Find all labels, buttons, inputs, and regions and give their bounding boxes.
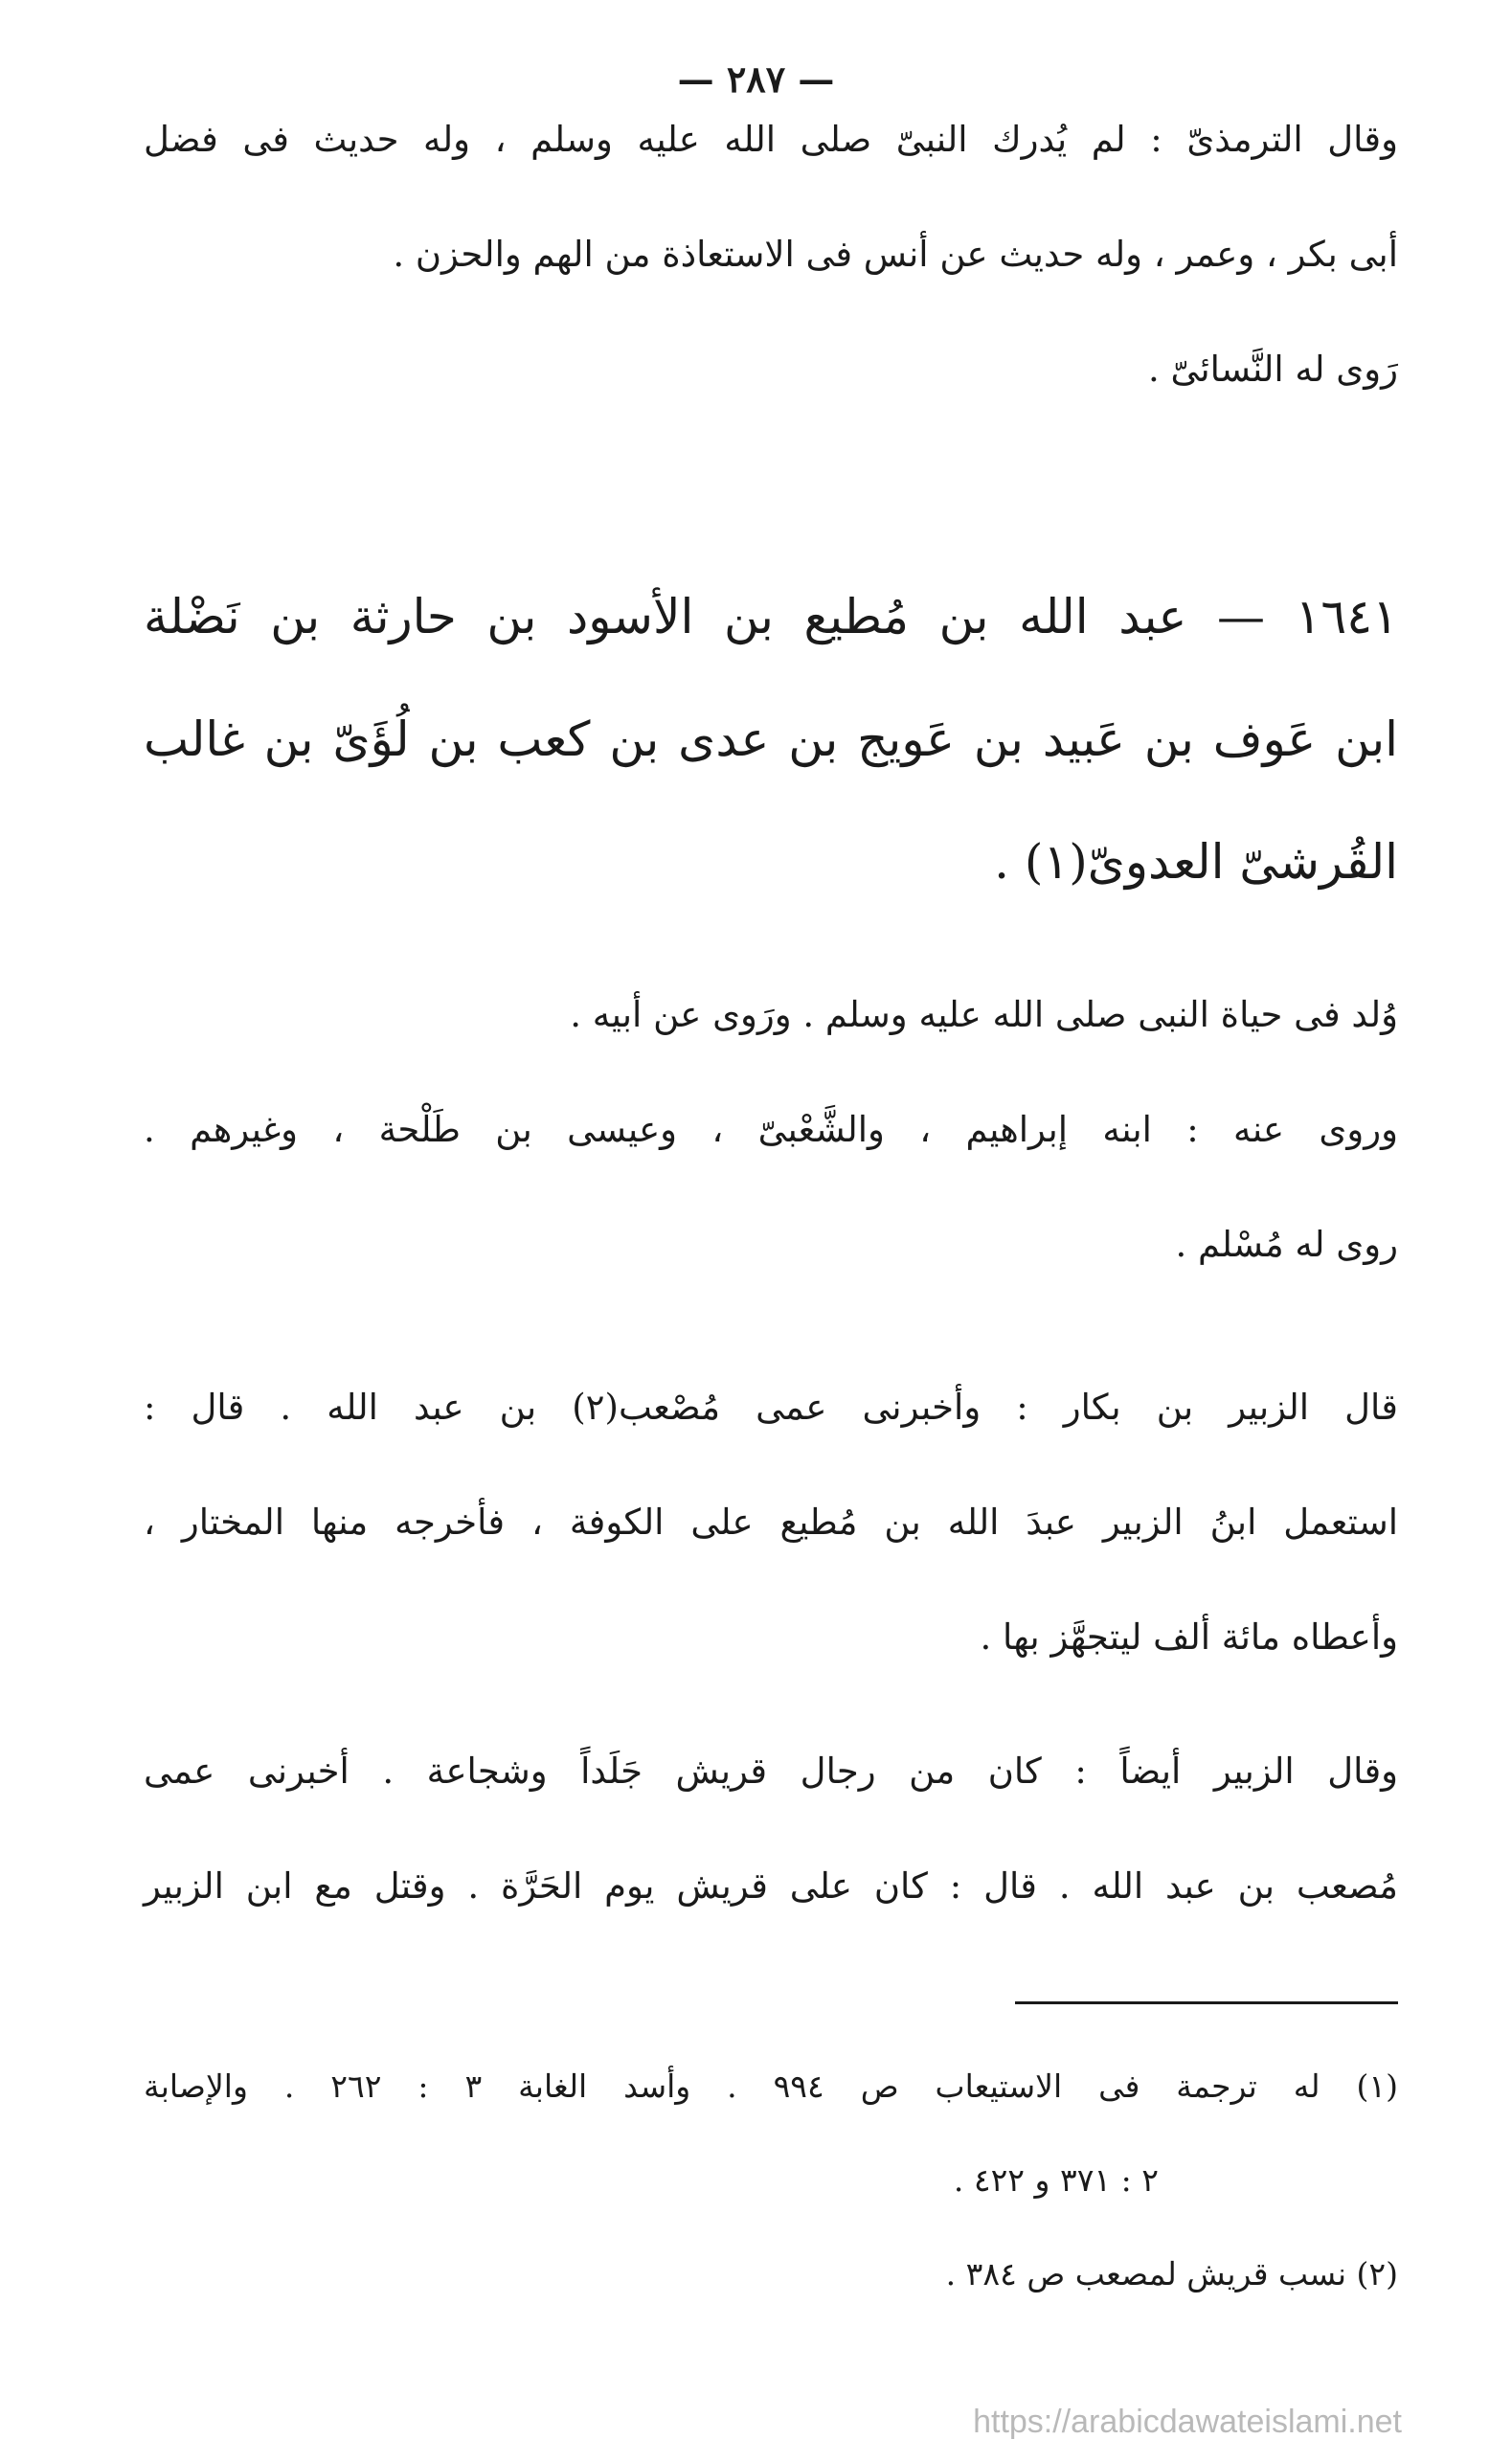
- paragraph-tirmidhi: [144, 82, 1398, 427]
- text-line: مُصعب بن عبد الله . قال : كان على قريش يوم الحَرَّة . وقتل مع ابن الزبير: [144, 1865, 1398, 1907]
- page-number: — ٢٨٧ —: [677, 57, 835, 101]
- paragraph-birth: [144, 958, 1398, 1302]
- text-line: وروى عنه : ابنه إبراهيم ، والشَّعْبىّ ، وعيسى بن طَلْحة ، وغيرهم .: [144, 1109, 1398, 1150]
- watermark-url: https://arabicdawateislami.net: [973, 2404, 1402, 2440]
- text-line: وُلد فى حياة النبى صلى الله عليه وسلم . ورَوى عن أبيه .: [570, 994, 1398, 1035]
- text-line: قال الزبير بن بكار : وأخبرنى عمى مُصْعب(٢) بن عبد الله . قال :: [144, 1387, 1398, 1428]
- text-line: وقال الزبير أيضاً : كان من رجال قريش جَلَداً وشجاعة . أخبرنى عمى: [144, 1751, 1398, 1792]
- footnotes: [144, 2040, 1398, 2321]
- text-line: استعمل ابنُ الزبير عبدَ الله بن مُطيع على الكوفة ، فأخرجه منها المختار ،: [144, 1502, 1398, 1543]
- paragraph-zubayr-also: [144, 1714, 1398, 1944]
- heading-line: ١٦٤١ — عبد الله بن مُطيع بن الأسود بن حارثة بن نَضْلة: [144, 589, 1398, 644]
- text-line: رَوى له النَّسائىّ .: [1148, 349, 1398, 390]
- footnote-line: (٢) نسب قريش لمصعب ص ٣٨٤ .: [945, 2255, 1398, 2293]
- heading-line: القُرشىّ العدوىّ(١) .: [994, 834, 1398, 890]
- paragraph-zubayr: [144, 1350, 1398, 1695]
- entry-heading: [144, 555, 1398, 923]
- footnote-line: (١) له ترجمة فى الاستيعاب ص ٩٩٤ . وأسد الغابة ٣ : ٢٦٢ . والإصابة: [144, 2067, 1398, 2105]
- text-line: روى له مُسْلم .: [1175, 1224, 1398, 1265]
- text-line: أبى بكر ، وعمر ، وله حديث عن أنس فى الاستعاذة من الهم والحزن .: [393, 234, 1398, 275]
- heading-line: ابن عَوف بن عَبيد بن عَويج بن عدى بن كعب بن لُؤَىّ بن غالب: [144, 711, 1398, 767]
- text-line: وقال الترمذىّ : لم يُدرك النبىّ صلى الله عليه وسلم ، وله حديث فى فضل: [144, 119, 1398, 160]
- text-line: وأعطاه مائة ألف ليتجهَّز بها .: [980, 1616, 1398, 1658]
- footnote-divider: [1015, 2001, 1398, 2004]
- footnote-line: ٢ : ٣٧١ و ٤٢٢ .: [953, 2161, 1159, 2199]
